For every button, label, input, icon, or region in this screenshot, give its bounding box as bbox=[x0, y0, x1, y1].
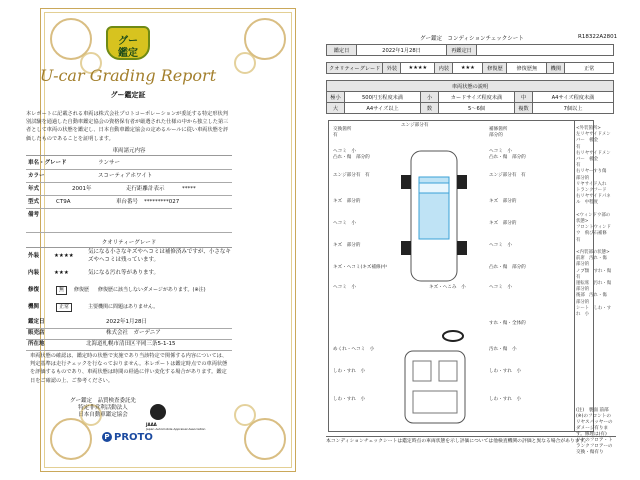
interior-stars: ★★★ bbox=[54, 270, 69, 276]
model-label: 型式 bbox=[28, 199, 40, 205]
sheet-ext-label: 外装 bbox=[383, 63, 401, 74]
model-row bbox=[26, 196, 232, 209]
legend-value: カードサイズ程度未満 bbox=[439, 92, 515, 103]
car-topview-icon bbox=[389, 141, 479, 291]
inspection-date-label: 鑑定日 bbox=[28, 319, 45, 325]
notes-footer: (注) 裏面 前部(※)のフロントのリヤスパッヤーのダメージ有ります。修理は(有) リヤのフロア・トランクフロアーの交換・傷有り bbox=[576, 408, 613, 455]
notes-text: <外装箇所> 左リヤサイドメンバー 板金 有 右リヤサイドメンバー 板金 有 右リヤーすり傷 部分的 リヤサイド入れ トランクフード 右リヤサイドパネル 中程度 <ウィンドウ部の状態> フロントウィンドウ 飛び石補修 有 <内装部の状態> 前席 汚れ・傷 部分的 ノブ類 すれ・傷 有 運転席 汚れ・傷 部分的 後部 汚れ・傷 部分的 シート しわ・すれ 小 bbox=[576, 126, 612, 318]
damage-label: ヘコミ 小 bbox=[489, 243, 512, 248]
goo-kantei-logo: グー 鑑定 bbox=[106, 26, 150, 60]
sheet-quality-label: クオリティーグレード bbox=[327, 63, 383, 74]
proto-logo: P PROTO bbox=[102, 432, 153, 443]
maintenance-status: 正常 bbox=[56, 303, 72, 312]
maintenance-row bbox=[26, 299, 232, 315]
sheet-valid-label: 再鑑定日 bbox=[447, 45, 477, 56]
mileage-value: ***** bbox=[182, 186, 196, 192]
legend-value: A4サイズ以上 bbox=[345, 103, 421, 114]
legend-value: A4サイズ程度未満 bbox=[533, 92, 614, 103]
notes-label: 備考 bbox=[28, 212, 40, 218]
interior-grade-row bbox=[26, 265, 232, 281]
sheet-legend-table bbox=[326, 80, 614, 114]
legend-key: 中 bbox=[515, 92, 533, 103]
sheet-int-label: 内装 bbox=[435, 63, 453, 74]
maintenance-label: 機関 bbox=[28, 304, 40, 310]
damage-label: 補修箇所 部分的 bbox=[489, 127, 508, 138]
exterior-description: 気になる小さなキズやヘコミは補修済みですが、小さなキズやヘコミは残っています。 bbox=[88, 249, 231, 263]
sheet-ext-stars: ★★★★ bbox=[401, 63, 435, 74]
damage-label: キズ 部分的 bbox=[489, 199, 517, 204]
vehicle-name-row bbox=[26, 157, 232, 170]
jaaa-logo-icon bbox=[150, 404, 166, 420]
damage-label: キズ・ヘコミ(キズ補修)中 bbox=[333, 265, 387, 270]
interior-label: しわ・すれ 小 bbox=[333, 369, 366, 374]
steering-wheel-icon bbox=[441, 329, 465, 343]
damage-label: キズ・へこみ 小 bbox=[429, 285, 466, 290]
sheet-engine-label: 機関 bbox=[547, 63, 565, 74]
certificate-description: 本レポートに記載される車両は株式会社プロトコーポレーションが委託する特定形状判別試験を通過した自動車鑑定協会の資格保有者が厳選された仕様の中から独立した第三者として車両の状態を鑑定し、日本自動車鑑定協会の定めるルールに従い車両状態を評価したものであることを証明します。 bbox=[26, 111, 229, 142]
legend-key: 小 bbox=[421, 92, 439, 103]
issuer-line: 特定非営利活動法人 bbox=[78, 405, 128, 411]
sheet-title: グー鑑定 コンディションチェックシート bbox=[420, 36, 524, 42]
sheet-valid bbox=[477, 45, 614, 56]
state-title: 車両状態の説明 bbox=[327, 81, 614, 92]
interior-label: しわ・すれ 小 bbox=[489, 369, 522, 374]
address-label: 所在地 bbox=[28, 341, 45, 347]
legend-value: 7個以上 bbox=[533, 103, 614, 114]
sheet-header-table bbox=[326, 44, 614, 56]
sheet-code: R18322A2801 bbox=[578, 34, 618, 40]
legend-key: 大 bbox=[327, 103, 345, 114]
ornament-icon bbox=[234, 404, 256, 426]
certificate-footer-text: 車両状態の確認は、鑑定時の状態で実施であり当該特定で関係する内容については、判定基準は走行チェックを行なっておりません。本レポートは鑑定時点での車両状態を評価するものであり、車両状態は時間の経過に伴い変化する場合があります。鑑定日をご確認の上、ご参考ください。 bbox=[30, 353, 228, 384]
legend-key: 極小 bbox=[327, 92, 345, 103]
address-value: 北海道札幌市清田区平岡三条5-1-15 bbox=[86, 341, 176, 347]
damage-label: キズ 部分的 bbox=[333, 199, 361, 204]
certificate-subtitle: グー鑑定証 bbox=[110, 91, 146, 99]
damage-label: ヘコミ 小 bbox=[333, 221, 356, 226]
repair-label: 修復 bbox=[28, 287, 40, 293]
proto-mark-icon: P bbox=[102, 432, 112, 442]
inspection-date: 2022年1月28日 bbox=[106, 319, 147, 325]
interior-label: しわ・すれ 小 bbox=[489, 397, 522, 402]
model-value: CT9A bbox=[56, 199, 71, 205]
damage-label: 交換箇所 有 bbox=[333, 127, 352, 138]
car-interior-icon bbox=[395, 347, 475, 427]
damage-label: キズ 部分的 bbox=[489, 221, 517, 226]
damage-label: エンジ部分有 有 bbox=[489, 173, 526, 178]
repair-option-damage: 修復歴に該当しないダメージがあります。(※注) bbox=[98, 287, 206, 293]
legend-key: 数 bbox=[421, 103, 439, 114]
repair-row bbox=[26, 282, 232, 298]
issuer-block bbox=[70, 398, 136, 419]
interior-label: 内装 bbox=[28, 270, 40, 276]
exterior-label: 外装 bbox=[28, 253, 40, 259]
damage-label: エンジ部分有 bbox=[401, 123, 429, 128]
quality-section-title: クオリティーグレード bbox=[26, 238, 232, 248]
color-row bbox=[26, 170, 232, 183]
damage-label: ヘコミ 小 凸れ・傷 部分的 bbox=[489, 149, 526, 160]
vehicle-name: ランサー bbox=[98, 160, 121, 166]
year-label: 年式 bbox=[28, 186, 40, 192]
interior-description: 気になる汚れ等があります。 bbox=[88, 270, 160, 276]
vehicle-name-label: 車名・グレード bbox=[28, 160, 67, 166]
jaaa-logo-text: JAAA Japan Automobile Appraisal Association bbox=[146, 422, 206, 431]
color-label: カラー bbox=[28, 173, 45, 179]
damage-label: ヘコミ 小 bbox=[333, 285, 356, 290]
sheet-engine: 正常 bbox=[565, 63, 614, 74]
shop-label: 販売店 bbox=[28, 330, 45, 336]
year-value: 2001年 bbox=[72, 186, 92, 192]
sheet-int-stars: ★★★ bbox=[453, 63, 483, 74]
legend-key: 複数 bbox=[515, 103, 533, 114]
sheet-quality-table bbox=[326, 62, 614, 74]
legend-value: 500円玉程度未満 bbox=[345, 92, 421, 103]
year-row bbox=[26, 183, 232, 196]
interior-label: めくれ・ヘコミ 小 bbox=[333, 347, 375, 352]
chassis-label: 車台番号 bbox=[116, 199, 139, 205]
sheet-date: 2022年1月28日 bbox=[357, 45, 447, 56]
damage-label: 凸れ・傷 部分的 bbox=[489, 265, 526, 270]
vehicle-damage-diagram bbox=[328, 120, 594, 432]
interior-label: 汚れ・傷 小 bbox=[489, 347, 517, 352]
exterior-stars: ★★★★ bbox=[54, 253, 74, 259]
damage-label: エンジ部分有 有 bbox=[333, 173, 370, 178]
damage-label: ヘコミ 小 凸れ・傷 部分的 bbox=[333, 149, 370, 160]
issuer-line: 日本自動車鑑定協会 bbox=[78, 412, 128, 418]
interior-label: しわ・すれ 小 bbox=[333, 397, 366, 402]
sheet-repair-label: 修復歴 bbox=[483, 63, 507, 74]
address-row bbox=[26, 338, 232, 351]
sheet-repair: 修復歴無 bbox=[507, 63, 547, 74]
jaaa-sub-text: Japan Automobile Appraisal Association bbox=[146, 427, 206, 431]
color-value: スコーティアホワイト bbox=[98, 173, 153, 179]
chassis-value: *********027 bbox=[144, 199, 180, 205]
sheet-footer: 本コンディションチェックシートは鑑定時点の車両状態を示し評価については他検査機関の評価と異なる場合があります。 bbox=[326, 436, 616, 445]
repair-option-none: 無 bbox=[56, 286, 67, 295]
issuer-line: グー鑑定 品質検査委託先 bbox=[70, 398, 137, 404]
legend-value: 5～6個 bbox=[439, 103, 515, 114]
exterior-grade-row bbox=[26, 248, 232, 264]
mileage-label: 走行距離計表示 bbox=[126, 186, 165, 192]
shop-name: 株式会社 ガーデニア bbox=[106, 330, 161, 336]
vehicle-section-title: 車両諸元内容 bbox=[26, 146, 232, 156]
damage-label: キズ 部分的 bbox=[333, 243, 361, 248]
maintenance-description: 主要機関に問題はありません。 bbox=[88, 304, 159, 310]
damage-label: ヘコミ 小 bbox=[489, 285, 512, 290]
notes-row bbox=[26, 209, 232, 233]
repair-option-history: 修復歴 bbox=[74, 287, 90, 293]
sheet-date-label: 鑑定日 bbox=[327, 45, 357, 56]
certificate-title: U-car Grading Report bbox=[39, 66, 217, 85]
interior-label: すれ・傷・全体的 bbox=[489, 321, 526, 326]
